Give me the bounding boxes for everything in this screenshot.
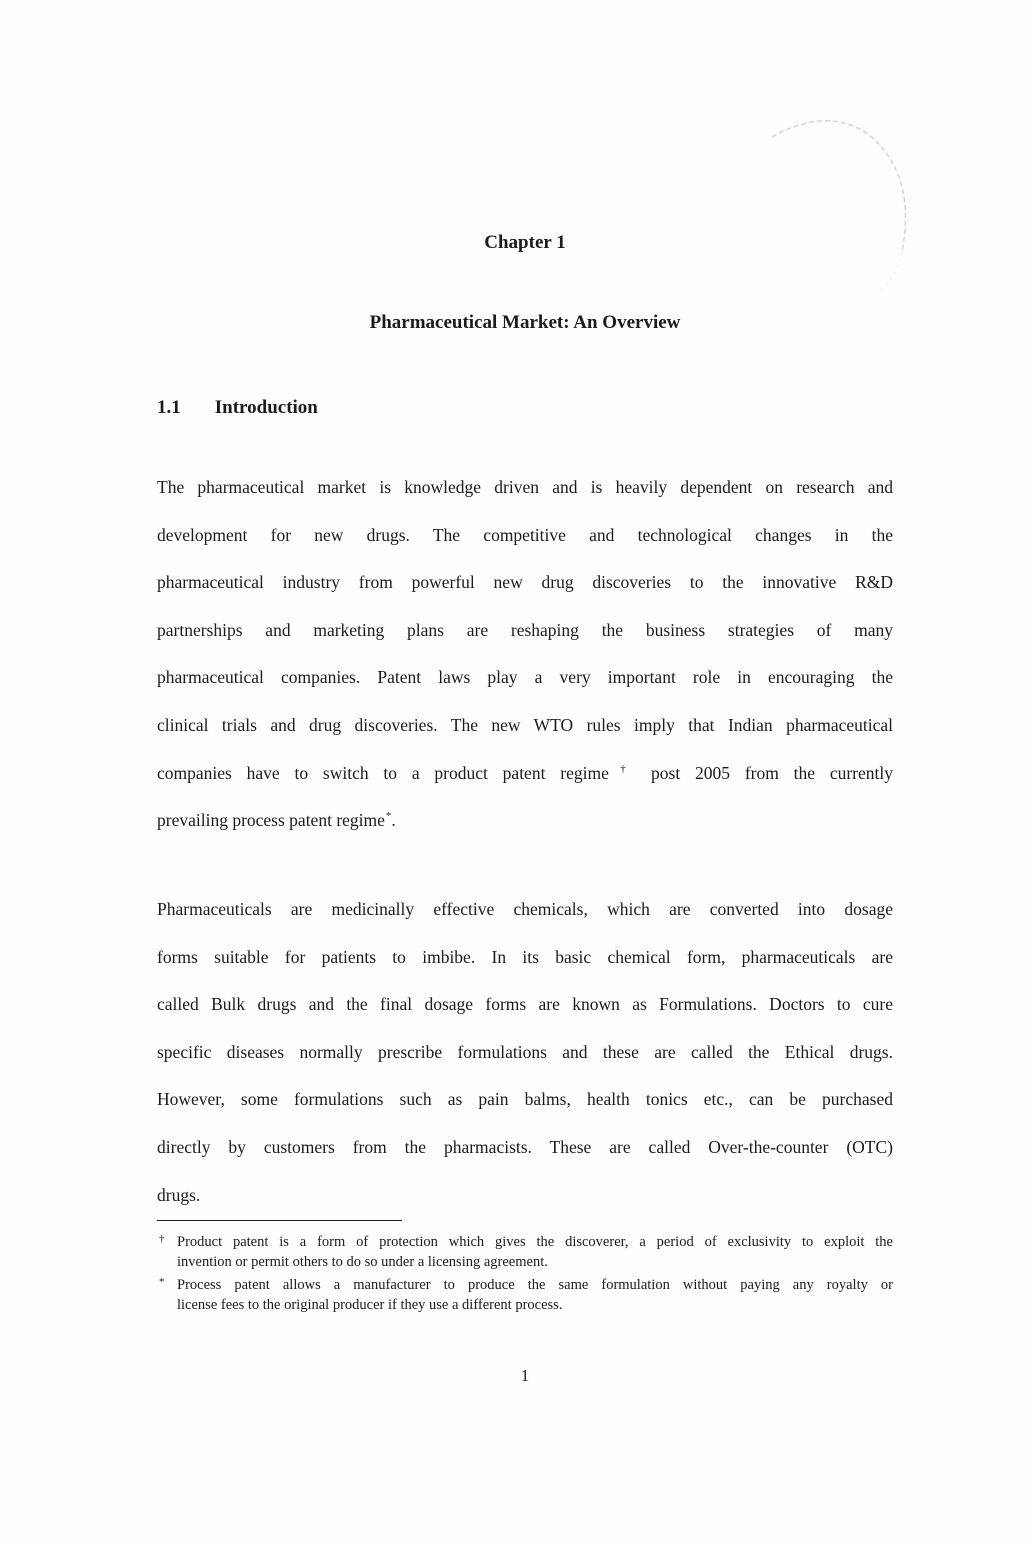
- paragraph-introduction-1: [157, 477, 893, 858]
- paragraph-line: drugs.: [157, 1184, 201, 1205]
- footnote-line: Product patent is a form of protection which gives the discoverer, a period of exclusivity to exploit the: [177, 1234, 893, 1250]
- paragraph-line: development for new drugs. The competitive and technological changes in the: [157, 524, 893, 545]
- paragraph-line: clinical trials and drug discoveries. The new WTO rules imply that Indian pharmaceutical: [157, 714, 893, 735]
- scan-artifact-curve: [752, 92, 932, 302]
- paragraph-line: However, some formulations such as pain balms, health tonics etc., can be purchased: [157, 1089, 893, 1110]
- dagger-marker: †: [159, 1233, 165, 1245]
- dagger-footnote-ref: †: [609, 762, 637, 775]
- text-segment: companies have to switch to a product patent regime: [157, 762, 609, 783]
- footnote-line: Process patent allows a manufacturer to produce the same formulation without paying any royalty or: [177, 1277, 893, 1293]
- paragraph-line: Pharmaceuticals are medicinally effective chemicals, which are converted into dosage: [157, 899, 893, 919]
- paragraph-line: directly by customers from the pharmacists. These are called Over-the-counter (OTC): [157, 1136, 893, 1157]
- section-heading: [157, 397, 893, 419]
- text-segment: .: [391, 810, 396, 831]
- paragraph-line: partnerships and marketing plans are reshaping the business strategies of many: [157, 619, 893, 640]
- footnote-process-patent: [157, 1275, 893, 1315]
- paragraph-line: [157, 810, 893, 858]
- paragraph-line: pharmaceutical industry from powerful new drug discoveries to the innovative R&D: [157, 572, 893, 593]
- paragraph-line: The pharmaceutical market is knowledge driven and is heavily dependent on research and: [157, 477, 893, 497]
- paragraph-line: [157, 763, 893, 811]
- page-number: 1: [520, 1366, 530, 1385]
- footnote-product-patent: [157, 1232, 893, 1272]
- paragraph-line: forms suitable for patients to imbibe. In its basic chemical form, pharmaceuticals are: [157, 946, 893, 967]
- text-segment: prevailing process patent regime: [157, 810, 385, 831]
- footnote-line: license fees to the original producer if they use a different process.: [177, 1297, 563, 1313]
- paragraph-line: called Bulk drugs and the final dosage forms are known as Formulations. Doctors to cure: [157, 994, 893, 1015]
- footnote-separator-rule: [157, 1220, 402, 1221]
- section-number: 1.1: [157, 397, 181, 418]
- footnotes-section: [157, 1232, 893, 1315]
- footnote-line: invention or permit others to do so under a licensing agreement.: [177, 1254, 548, 1270]
- section-title: Introduction: [214, 397, 318, 418]
- asterisk-footnote-ref: *: [385, 810, 392, 823]
- paragraph-line: specific diseases normally prescribe formulations and these are called the Ethical drugs.: [157, 1041, 893, 1062]
- paragraph-line: pharmaceutical companies. Patent laws play a very important role in encouraging the: [157, 667, 893, 688]
- paragraph-introduction-2: [157, 899, 893, 1232]
- asterisk-marker: *: [159, 1276, 165, 1288]
- text-segment: post 2005 from the currently: [636, 762, 893, 783]
- chapter-title: Pharmaceutical Market: An Overview: [369, 312, 681, 333]
- chapter-heading: Chapter 1: [484, 232, 566, 253]
